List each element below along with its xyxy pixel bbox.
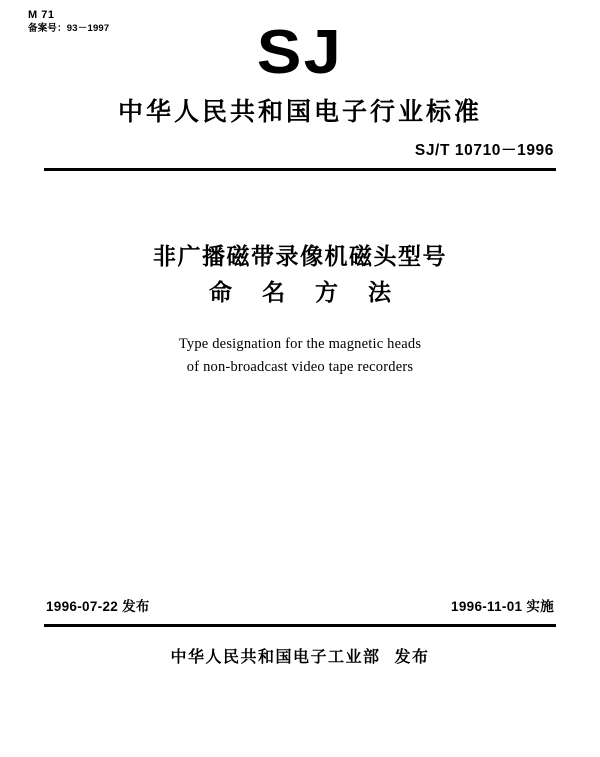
sj-logo: SJ <box>256 18 344 87</box>
publisher-name: 中华人民共和国电子工业部 <box>170 647 381 666</box>
publisher-line <box>0 644 600 667</box>
subtitle-line-2: of non-broadcast video tape recorders <box>186 359 414 376</box>
footer-divider <box>44 624 556 627</box>
organization-heading: 中华人民共和国电子行业标准 <box>117 97 482 126</box>
issue-date: 1996-07-22 发布 <box>46 599 150 614</box>
logo-container <box>0 18 600 87</box>
title-line-2: 命 名 方 法 <box>208 279 403 306</box>
subtitle-block <box>0 333 600 379</box>
record-number: 备案号：93－1997 <box>28 22 110 34</box>
standard-number: SJ/T 10710－1996 <box>414 142 554 159</box>
publisher-verb: 发布 <box>394 647 430 666</box>
classification-code: M 71 <box>28 9 55 21</box>
header-divider <box>44 168 556 171</box>
dates-row <box>44 595 556 617</box>
title-line-1: 非广播磁带录像机磁头型号 <box>153 244 447 270</box>
effective-date: 1996-11-01 实施 <box>451 599 554 614</box>
subtitle-line-1: Type designation for the magnetic heads <box>178 336 422 352</box>
title-block <box>0 240 600 311</box>
